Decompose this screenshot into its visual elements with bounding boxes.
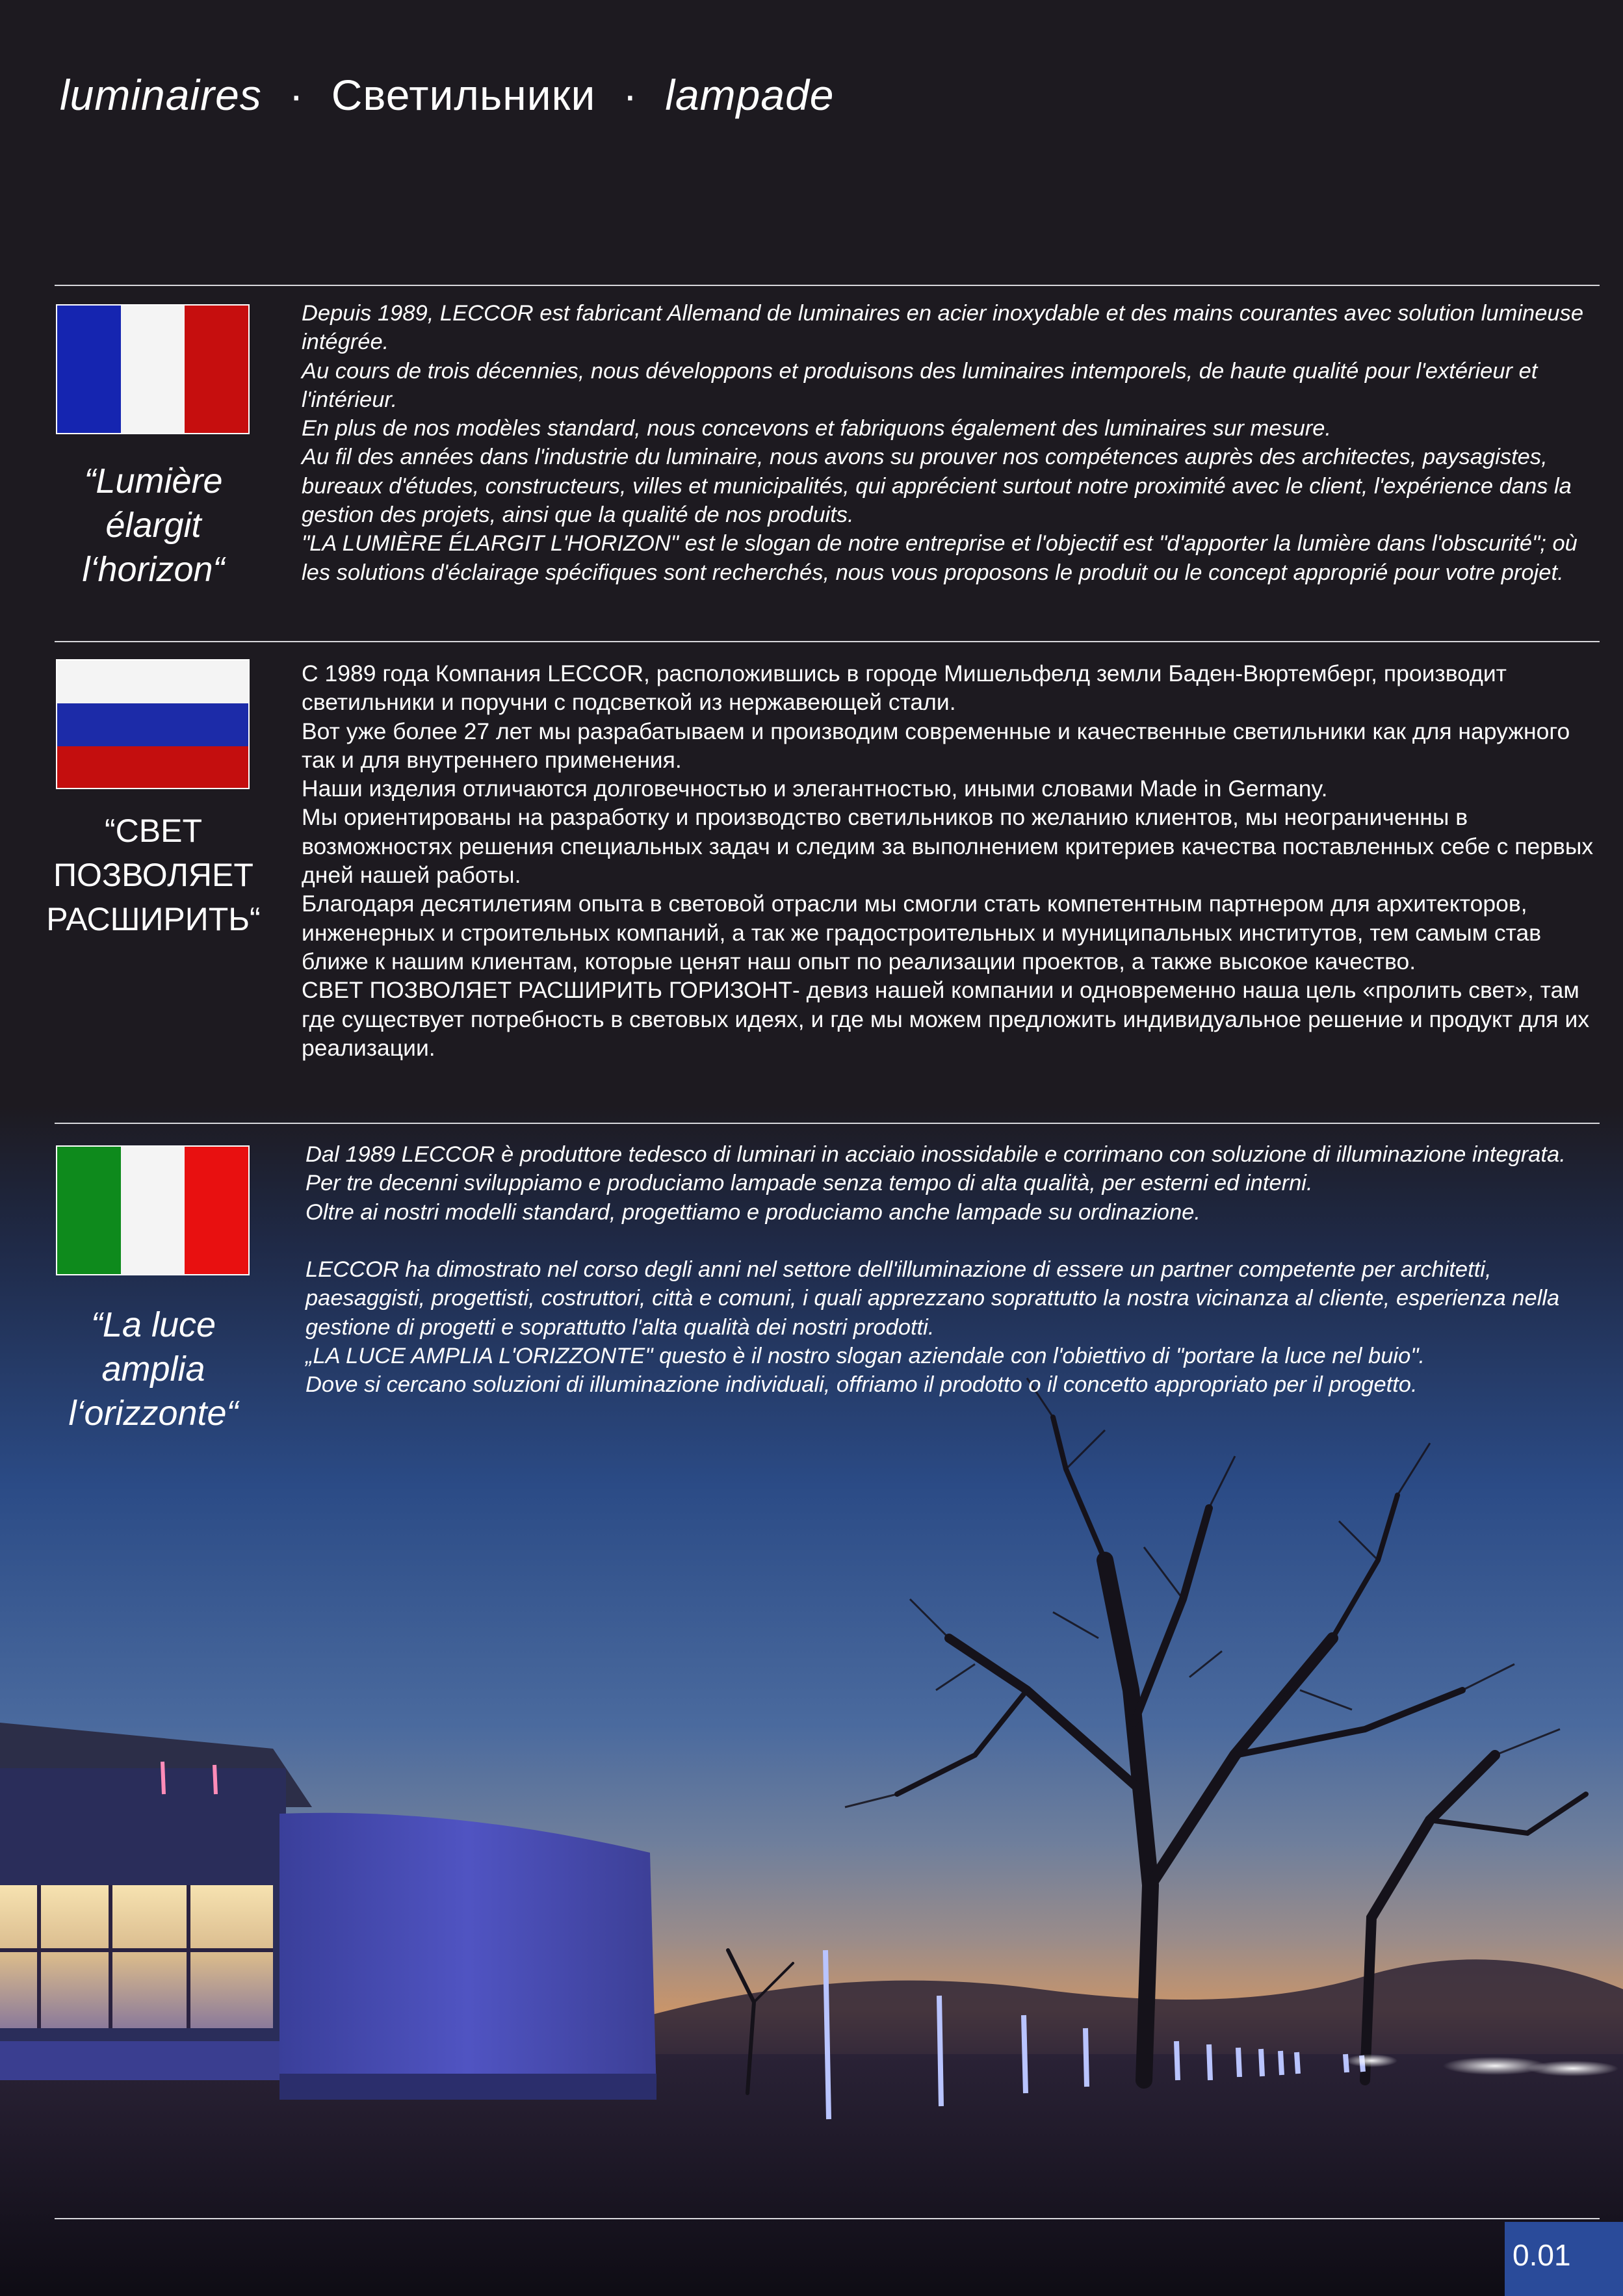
flag-stripe: [57, 703, 248, 746]
section-divider: [55, 285, 1600, 286]
flag-stripe: [57, 306, 121, 433]
paragraph: Благодаря десятилетиям опыта в световой отрасли мы смогли стать компетентным партнером для архитекторов, инженерных и строительных компаний, а так же градостроительных и муниципальных институтов, тем самым став ближе к нашим клиентам, которые ценят наш опыт по реализации проектов, а также высокое качество.: [302, 891, 1542, 974]
paragraph: LECCOR ha dimostrato nel corso degli anni nel settore dell'illuminazione di essere un partner competente per architetti, paesaggisti, progettisti, costruttori, città e comuni, i quali apprezzano soprattutto la nostra vicinanza al cliente, esperienza nella gestione di progetti e soprattutto l'alta qualità dei nostri prodotti.: [305, 1257, 1560, 1340]
slogan-ru: [26, 809, 281, 941]
title-it: lampade: [665, 71, 835, 119]
paragraph: Dove si cercano soluzioni di illuminazione individuali, offriamo il prodotto o il concetto appropriato per il progetto.: [305, 1372, 1418, 1398]
paragraph: "LA LUMIÈRE ÉLARGIT L'HORIZON" est le slogan de notre entreprise et l'objectif est "d'apporter la lumière dans l'obscurité"; où les solutions d'éclairage spécifiques sont recherchés, nous vous proposons le produit ou le concept approprié pour votre projet.: [302, 531, 1578, 585]
page-title: [60, 70, 834, 120]
slogan-line: l‘orizzonte“: [68, 1394, 239, 1433]
title-ru: Светильники: [331, 71, 596, 119]
body-text-fr: [302, 299, 1595, 587]
slogan-line: “Lumière: [84, 462, 223, 501]
slogan-line: “СВЕТ: [105, 813, 202, 849]
paragraph: Oltre ai nostri modelli standard, progettiamo e produciamo anche lampade su ordinazione.: [305, 1199, 1201, 1225]
flag-stripe: [57, 1147, 121, 1274]
flag-italy: [56, 1145, 250, 1275]
paragraph: С 1989 года Компания LECCOR, расположившись в городе Мишельфелд земли Баден-Вюртемберг, производит светильники и поручни с подсветкой из нержавеющей стали.: [302, 660, 1507, 716]
slogan-line: “La luce: [90, 1305, 216, 1344]
paragraph: СВЕТ ПОЗВОЛЯЕТ РАСШИРИТЬ ГОРИЗОНТ- девиз нашей компании и одновременно наша цель «пролить свет», там где существует потребность в световых идеях, и где мы можем предложить индивидуальное решение и продукт для их реализации.: [302, 977, 1590, 1061]
paragraph: Per tre decenni sviluppiamo e produciamo lampade senza tempo di alta qualità, per esterni ed interni.: [305, 1171, 1313, 1196]
paragraph: „LA LUCE AMPLIA L'ORIZZONTE" questo è il nostro slogan aziendale con l'obiettivo di "portare la luce nel buio".: [305, 1344, 1425, 1369]
slogan-line: amplia: [101, 1350, 205, 1389]
footer-divider: [55, 2218, 1600, 2219]
flag-russia: [56, 659, 250, 789]
paragraph: Наши изделия отличаются долговечностью и элегантностью, иными словами Made in Germany.: [302, 776, 1328, 802]
paragraph: Мы ориентированы на разработку и производство светильников по желанию клиентов, мы неограниченны в возможностях решения специальных задач и следим за выполнением критериев качества поставленных себе с первых дней нашей работы.: [302, 804, 1594, 889]
slogan-line: РАСШИРИТЬ“: [46, 901, 261, 937]
paragraph: Au cours de trois décennies, nous développons et produisons des luminaires intemporels, de haute qualité pour l'extérieur et l'intérieur.: [302, 358, 1538, 412]
paragraph-spacer: [305, 1227, 1599, 1255]
title-separator: ·: [623, 71, 638, 119]
paragraph: En plus de nos modèles standard, nous concevons et fabriquons également des luminaires sur mesure.: [302, 416, 1332, 441]
slogan-line: l‘horizon“: [82, 550, 225, 589]
paragraph: Dal 1989 LECCOR è produttore tedesco di luminari in acciaio inossidabile e corrimano con soluzione di illuminazione integrata.: [305, 1142, 1566, 1167]
flag-stripe: [121, 306, 185, 433]
flag-france: [56, 304, 250, 434]
slogan-line: ПОЗВОЛЯЕТ: [53, 857, 253, 893]
title-fr: luminaires: [60, 71, 262, 119]
section-divider: [55, 1123, 1600, 1124]
body-text-it: [305, 1140, 1599, 1400]
title-separator: ·: [289, 71, 304, 119]
paragraph: Вот уже более 27 лет мы разрабатываем и производим современные и качественные светильники как для наружного так и для внутреннего применения.: [302, 718, 1570, 773]
page-number-badge: 0.01: [1505, 2222, 1623, 2296]
slogan-line: élargit: [105, 506, 201, 545]
slogan-fr: [26, 459, 281, 592]
paragraph: Depuis 1989, LECCOR est fabricant Allemand de luminaires en acier inoxydable et des mains courantes avec solution lumineuse intégrée.: [302, 301, 1584, 355]
flag-stripe: [57, 746, 248, 789]
slogan-it: [26, 1303, 281, 1435]
flag-stripe: [57, 660, 248, 703]
flag-stripe: [185, 306, 248, 433]
flag-stripe: [121, 1147, 185, 1274]
section-divider: [55, 641, 1600, 642]
flag-stripe: [185, 1147, 248, 1274]
body-text-ru: [302, 659, 1595, 1062]
paragraph: Au fil des années dans l'industrie du luminaire, nous avons su prouver nos compétences auprès des architectes, paysagistes, bureaux d'études, constructeurs, villes et municipalités, qui apprécient surtout notre proximité avec le client, l'expérience dans la gestion des projets, ainsi que la qualité de nos produits.: [302, 445, 1572, 528]
